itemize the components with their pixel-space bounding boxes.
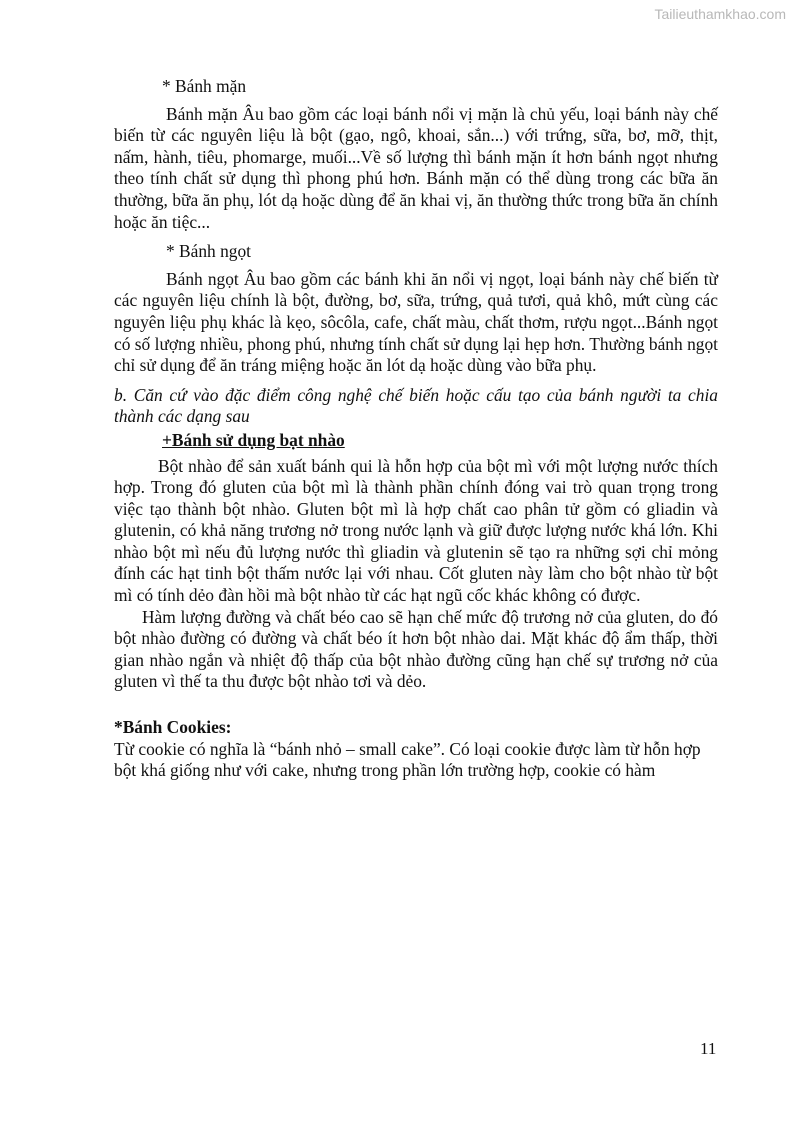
page-number: 11	[700, 1039, 717, 1058]
sweet-paragraph: Bánh ngọt Âu bao gồm các bánh khi ăn nổi vị ngọt, loại bánh này chế biến từ các nguyên liệu chính là bột, đường, bơ, sữa, trứng, quả tươi, quả khô, mứt cùng các nguyên liệu phụ khác là kẹo, sôcôla, cafe, chất màu, chất thơm, rượu ngọt...Bánh ngọt có số lượng nhiều, phong phú, nhưng tính chất sử dụng lại hẹp hơn. Thường bánh ngọt chỉ sử dụng để ăn tráng miệng hoặc ăn lót dạ hoặc dùng vào bữa phụ.	[114, 268, 718, 376]
salty-heading: * Bánh mặn	[162, 76, 247, 96]
watermark: Tailieuthamkhao.com	[654, 6, 786, 22]
salty-paragraph: Bánh mặn Âu bao gồm các loại bánh nổi vị mặn là chủ yếu, loại bánh này chế biến từ các nguyên liệu là bột (gạo, ngô, khoai, sắn...) với trứng, sữa, bơ, mỡ, thịt, nấm, hành, tiêu, phomarge, muối...Về số lượng thì bánh mặn ít hơn bánh ngọt nhưng theo tính chất sử dụng thì phong phú hơn. Bánh mặn có thể dùng trong các bữa ăn thường, bữa ăn phụ, lót dạ hoặc dùng để ăn khai vị, ăn thường thức trong bữa ăn chính hoặc ăn tiệc...	[114, 103, 718, 232]
section-b-heading: b. Căn cứ vào đặc điểm công nghệ chế biến hoặc cấu tạo của bánh người ta chia thành các dạng sau	[114, 384, 718, 427]
dough-paragraph-1: Bột nhào để sản xuất bánh qui là hỗn hợp của bột mì với một lượng nước thích hợp. Trong đó gluten của bột mì là thành phần chính đóng vai trò quan trọng trong việc tạo thành bột nhào. Gluten bột mì là hợp chất cao phân tử gồm có gliadin và glutenin, có khả năng trương nở trong nước lạnh và giữ được lượng nước khá lớn. Khi nhào bột mì nếu đủ lượng nước thì gliadin và glutenin sẽ tạo ra những sợi chỉ mỏng đính các hạt tinh bột thấm nước lại với nhau. Cốt gluten này làm cho bột nhào từ bột mì có tính dẻo đàn hồi mà bột nhào từ các hạt ngũ cốc khác không có được.	[114, 455, 718, 606]
sweet-heading: * Bánh ngọt	[166, 241, 252, 262]
dough-heading: +Bánh sử dụng bạt nhào	[162, 429, 345, 450]
dough-paragraph-2: Hàm lượng đường và chất béo cao sẽ hạn chế mức độ trương nở của gluten, do đó bột nhào đường có đường và chất béo ít hơn bột nhào dai. Mặt khác độ ẩm thấp, thời gian nhào ngắn và nhiệt độ thấp của bột nhào đường cũng hạn chế sự trương nở của gluten vì thế ta thu được bột nhào tơi và dẻo.	[114, 606, 718, 692]
cookies-heading: *Bánh Cookies:	[114, 717, 232, 738]
document-page	[114, 76, 718, 782]
cookies-paragraph: Từ cookie có nghĩa là “bánh nhỏ – small cake”. Có loại cookie được làm từ hỗn hợp bột khá giống như với cake, nhưng trong phần lớn trường hợp, cookie có hàm	[114, 738, 701, 781]
